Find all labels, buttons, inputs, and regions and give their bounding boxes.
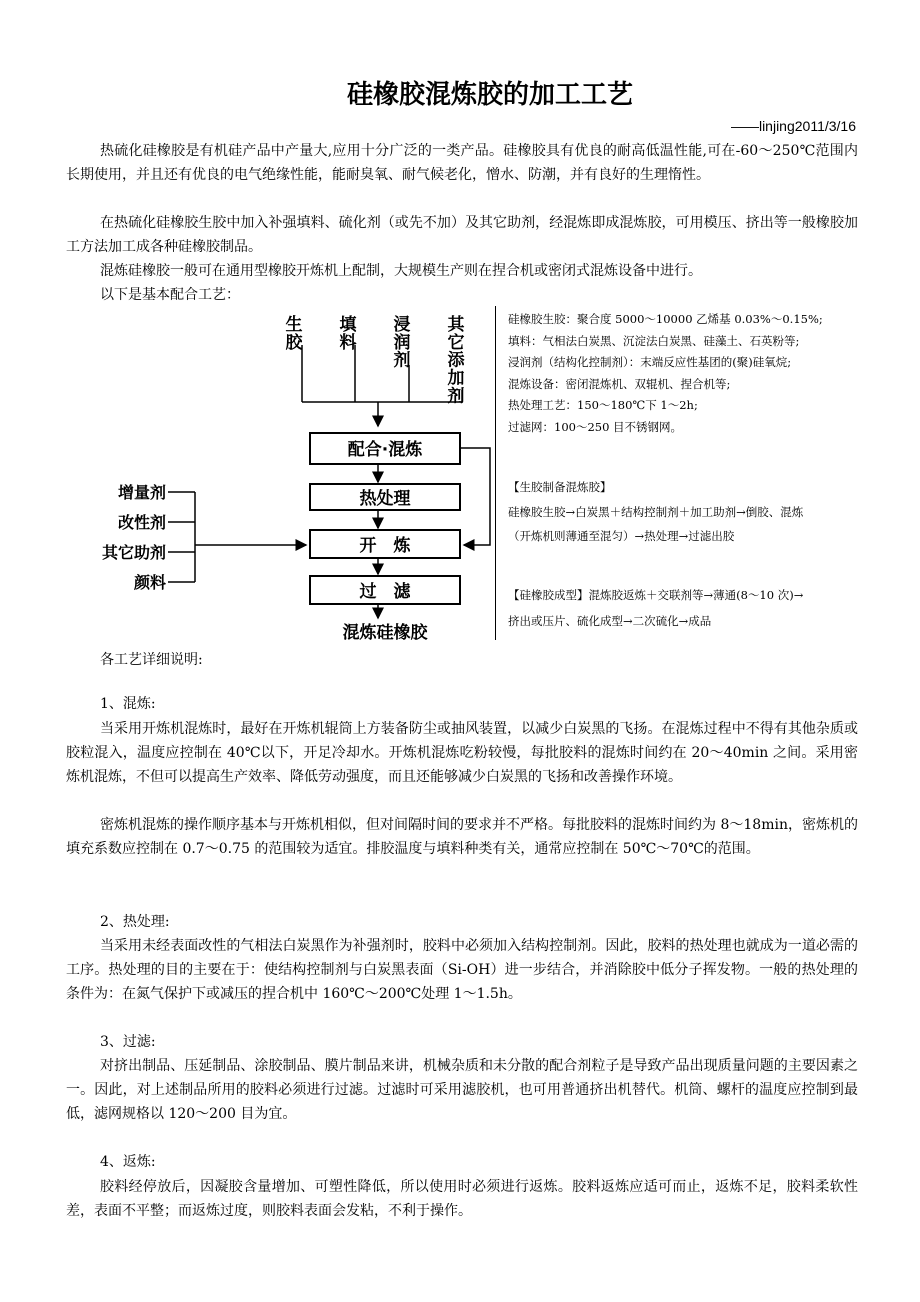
- spec-line: 浸润剂（结构化控制剂）：末端反应性基团的(聚)硅氧烷;: [508, 355, 792, 369]
- spec-line: 填料：气相法白炭黑、沉淀法白炭黑、硅藻土、石英粉等;: [508, 333, 800, 348]
- diagram-divider: [495, 306, 496, 640]
- section-paragraph: 对挤出制品、压延制品、涂胶制品、膜片制品来讲，机械杂质和未分散的配合剂粒子是导致产品出现质量问题的主要因素之一。因此，对上述制品所用的胶料必须进行过滤。过滤时可采用滤胶机，也可用普通挤出机替代。机筒、螺杆的温度应控制到最低，滤网规格以 120～200 目为宜。: [66, 1058, 858, 1122]
- input-label-wetting-agent: 浸润剂: [393, 315, 411, 371]
- input-label-raw-rubber: 生胶: [285, 315, 303, 353]
- section-heading-remilling: 4、返炼:: [100, 1154, 156, 1170]
- section-heading-heat-treatment: 2、热处理:: [100, 914, 170, 930]
- step-label-heat-treatment: 热处理: [359, 489, 411, 509]
- input-label-other-additives: 其它添加剂: [447, 315, 465, 407]
- section-heading-filtering: 3、过滤:: [100, 1034, 156, 1050]
- molding-process-note: [508, 585, 868, 632]
- step-label-compounding: 配合·混炼: [347, 440, 423, 460]
- section-paragraph: 密炼机混炼的操作顺序基本与开炼机相似，但对间隔时间的要求并不严格。每批胶料的混炼时间约为 8～18min，密炼机的填充系数应控制在 0.7～0.75 的范围较为适宜。排胶温度与填料种类有关，通常应控制在 50℃～70℃的范围。: [66, 817, 858, 857]
- raw-process-line: （开炼机则薄通至混匀）→热处理→过滤出胶: [508, 529, 735, 543]
- spec-line: 热处理工艺：150～180℃下 1～2h;: [508, 398, 698, 412]
- spec-line: 混炼设备：密闭混炼机、双辊机、捏合机等;: [508, 376, 731, 391]
- output-label: 混炼硅橡胶: [342, 623, 428, 643]
- intro-paragraph-3: 混炼硅橡胶一般可在通用型橡胶开炼机上配制，大规模生产则在捏合机或密闭式混炼设备中进行。: [100, 263, 702, 279]
- raw-process-line: 硅橡胶生胶→白炭黑＋结构控制剂＋加工助剂→倒胶、混炼: [508, 504, 804, 519]
- step-label-filtering: 过 滤: [359, 582, 411, 602]
- details-label: 各工艺详细说明:: [100, 652, 203, 668]
- process-flow-diagram: [60, 300, 500, 645]
- molding-process-line: 挤出或压片、硫化成型→二次硫化→成品: [508, 613, 712, 628]
- raw-rubber-process-note: [508, 477, 868, 548]
- molding-process-line: 【硅橡胶成型】混炼胶返炼＋交联剂等→薄通(8～10 次)→: [508, 588, 804, 602]
- intro-paragraph-4: 以下是基本配合工艺：: [100, 287, 240, 303]
- step-label-open-milling: 开 炼: [359, 536, 411, 556]
- intro-paragraph-1: 热硫化硅橡胶是有机硅产品中产量大,应用十分广泛的一类产品。硅橡胶具有优良的耐高低温性能,可在-60～250℃范围内长期使用，并且还有优良的电气绝缘性能，能耐臭氧、耐气候老化，憎水、防潮，并有良好的生理惰性。: [66, 143, 858, 183]
- side-input-pigment: 颜料: [133, 573, 166, 592]
- section-paragraph: 当采用未经表面改性的气相法白炭黑作为补强剂时，胶料中必须加入结构控制剂。因此，胶料的热处理也就成为一道必需的工序。热处理的目的主要在于：使结构控制剂与白炭黑表面（Si-OH）进一步结合，并消除胶中低分子挥发物。一般的热处理的条件为：在氮气保护下或减压的捏合机中 160℃～200℃处理 1～1.5h。: [66, 938, 858, 1002]
- input-label-filler: 填料: [339, 315, 357, 353]
- intro-paragraph-2: 在热硫化硅橡胶生胶中加入补强填料、硫化剂（或先不加）及其它助剂，经混炼即成混炼胶，可用模压、挤出等一般橡胶加工方法加工成各种硅橡胶制品。: [66, 215, 858, 255]
- page-title: 硅橡胶混炼胶的加工工艺: [346, 80, 633, 110]
- raw-process-heading: 【生胶制备混炼胶】: [508, 480, 612, 494]
- section-heading-mixing: 1、混炼:: [100, 696, 156, 712]
- side-input-other-aids: 其它助剂: [101, 543, 166, 562]
- spec-notes: [508, 309, 868, 438]
- top-input-labels: [286, 314, 466, 406]
- author-line: ——linjing2011/3/16: [730, 118, 856, 134]
- spec-line: 过滤网：100～250 目不锈钢网。: [508, 419, 683, 434]
- side-input-extender: 增量剂: [117, 483, 166, 502]
- spec-line: 硅橡胶生胶：聚合度 5000～10000 乙烯基 0.03%～0.15%;: [508, 312, 823, 326]
- section-paragraph: 胶料经停放后，因凝胶含量增加、可塑性降低，所以使用时必须进行返炼。胶料返炼应适可而止，返炼不足，胶料柔软性差，表面不平整；而返炼过度，则胶料表面会发粘，不利于操作。: [66, 1179, 858, 1219]
- section-paragraph: 当采用开炼机混炼时，最好在开炼机辊筒上方装备防尘或抽风装置，以减少白炭黑的飞扬。在混炼过程中不得有其他杂质或胶粒混入，温度应控制在 40℃以下，开足冷却水。开炼机混炼吃粉较慢，每批胶料的混炼时间约在 20～40min 之间。采用密炼机混炼，不但可以提高生产效率、降低劳动强度，而且还能够减少白炭黑的飞扬和改善操作环境。: [66, 721, 858, 785]
- side-input-modifier: 改性剂: [117, 513, 166, 532]
